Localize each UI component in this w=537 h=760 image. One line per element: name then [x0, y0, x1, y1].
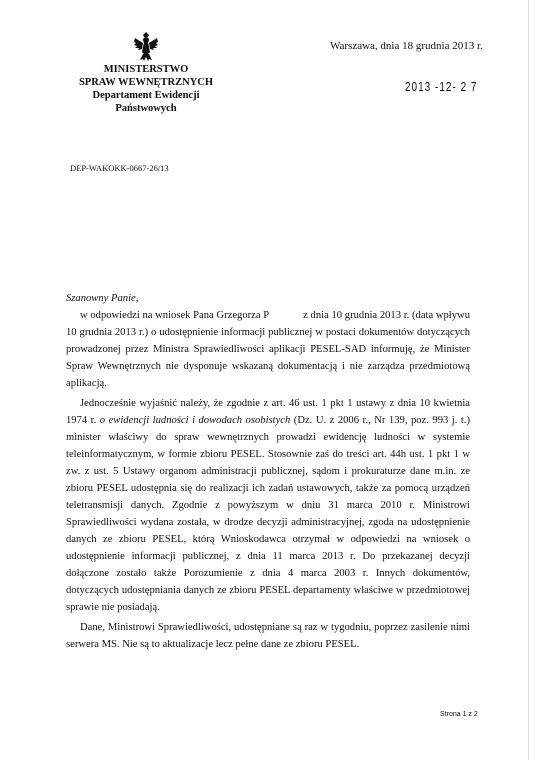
date-line: Warszawa, dnia 18 grudnia 2013 r. — [330, 40, 483, 52]
department-name-line2: Państwowych — [115, 102, 177, 114]
salutation: Szanowny Panie, — [66, 293, 139, 304]
ministry-name-line2: SPRAW WEWNĘTRZNYCH — [78, 76, 214, 88]
paragraph-2-start: Jednocześnie wyjaśnić należy, że zgodnie z art. 46 ust. 1 pkt 1 ustawy z dnia 10 kwietnia 1974 r. — [66, 398, 470, 426]
ministry-header — [52, 64, 240, 115]
page-edge-line — [528, 0, 529, 760]
reference-number: DEP-WAKOKK-0667-26/13 — [70, 163, 169, 173]
paragraph-2 — [66, 395, 470, 616]
letter-body — [66, 290, 470, 656]
paragraph-1-rest: z dnia 10 grudnia 2013 r. (data wpływu 10 grudnia 2013 r.) o udostępnienie informacji publicznej w postaci dokumentów dotyczących prowadzonej przez Ministra Sprawiedliwości aplikacji PESEL-SAD informuję, że Minister Spraw Wewnętrznych nie dysponuje wskazaną dokumentacją i nie zarządza przedmiotową aplikacją. — [66, 310, 470, 389]
ministry-name-line1: MINISTERSTWO — [103, 64, 189, 75]
received-date-stamp: 2013 -12- 2 7 — [405, 81, 478, 95]
paragraph-2-rest: (Dz. U. z 2006 r., Nr 139, poz. 993 j. t.) minister właściwy do spraw wewnętrznych prowadzi ewidencję ludności w systemie teleinformatycznym, w formie zbioru PESEL. Stosownie zaś do treści art. 44h ust. 1 pkt 1 w zw. z ust. 5 Ustawy organom administracji publicznej, sądom i prokuraturze dane m.in. ze zbioru PESEL udostępnia się do realizacji ich zadań ustawowych, także za pomocą urządzeń teletransmisji danych. Zgodnie z powyższym w dniu 31 marca 2010 r. Ministrowi Sprawiedliwości wydana została, w drodze decyzji administracyjnej, zgoda na udostępnienie danych ze zbioru PESEL, którą Wnioskodawca otrzymał w odpowiedzi na wniosek o udostępnienie informacji publicznej, z dnia 11 marca 2013 r. Do przekazanej decyzji dołączone zostało także Porozumienie z dnia 4 marca 2003 r. Innych dokumentów, dotyczących udostępniania danych ze zbioru PESEL departamenty właściwe w przedmiotowej sprawie nie posiadają. — [66, 415, 471, 613]
act-title: o ewidencji ludności i dowodach osobistych — [99, 415, 291, 426]
department-name-line1: Departament Ewidencji — [92, 90, 200, 101]
paragraph-3: Dane, Ministrowi Sprawiedliwości, udostępniane są raz w tygodniu, poprzez zasilenie nimi serwera MS. Nie są to aktualizacje lecz pełne dane ze zbioru PESEL. — [66, 622, 470, 650]
polish-eagle-emblem-icon — [133, 32, 159, 62]
paragraph-1 — [66, 307, 470, 392]
paragraph-1-start: w odpowiedzi na wniosek Pana Grzegorza P — [80, 310, 270, 321]
page-number: Strona 1 z 2 — [440, 711, 478, 718]
